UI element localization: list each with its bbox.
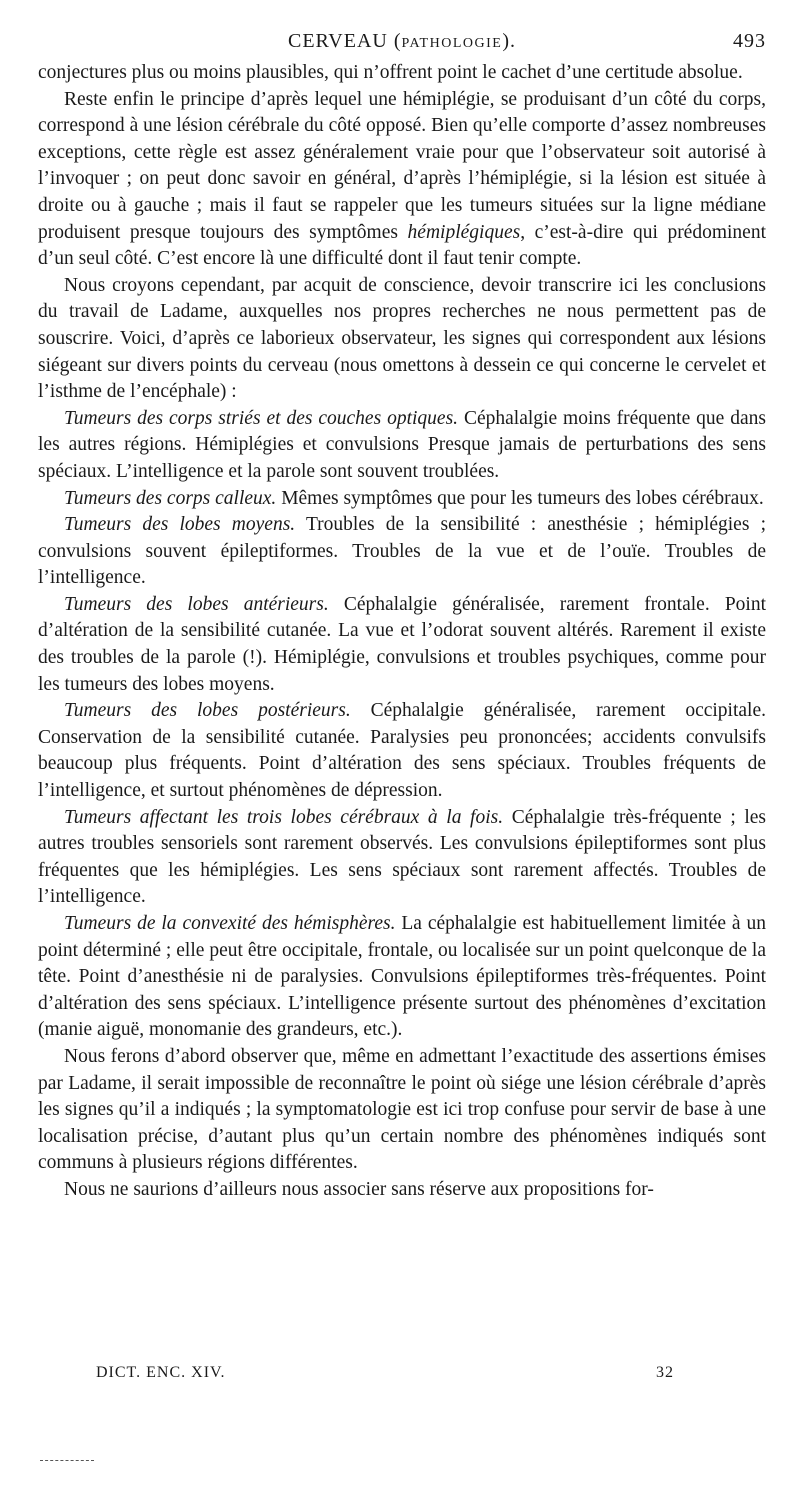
paragraph: Nous ferons d’abord observer que, même en admettant l’exactitude des assertions émises par Ladame, il serait impossible de reconnaître le point où siége une lésion cérébrale d’après les signes qu’il a indiqués ; la symptomatologie est ici trop confuse pour servir de base à une localisation précise, d’autant plus qu’un certain nombre des phénomènes indiqués sont communs à plusieurs régions différentes. bbox=[38, 1045, 766, 1174]
paragraph: Reste enfin le principe d’après lequel une hémiplégie, se produisant d’un côté du corps, correspond à une lésion cérébrale du côté opposé. Bien qu’elle comporte d’assez nombreuses exceptions, cette règle est assez généralement vraie pour que l’observateur soit autorisé à l’invoquer ; on peut donc savoir en général, d’après l’hémiplégie, si la lésion est située à droite ou à gauche ; mais il faut se rappeler que les tumeurs situées sur la ligne médiane produisent presque toujours des symptômes hémiplégiques, c’est-à-dire qui prédominent d’un seul côté. C’est encore là une difficulté dont il faut tenir compte. bbox=[38, 88, 766, 270]
page-number: 493 bbox=[733, 30, 766, 52]
footer-rule bbox=[40, 1460, 94, 1461]
paragraph-tumeurs-trois-lobes: Tumeurs affectant les trois lobes cérébraux à la fois. Céphalalgie très-fréquente ; les autres troubles sensoriels sont rarement observés. Les convulsions épileptiformes sont plus fréquentes que les hémiplégies. Les sens spéciaux sont rarement affectés. Troubles de l’intelligence. bbox=[38, 806, 766, 908]
page bbox=[38, 30, 766, 1204]
running-title: CERVEAU (PATHOLOGIE). bbox=[287, 30, 516, 52]
body-text bbox=[38, 60, 766, 1204]
paragraph-tumeurs-convexite: Tumeurs de la convexité des hémisphères. La céphalalgie est habituellement limitée à un point déterminé ; elle peut être occipitale, frontale, ou localisée sur un point quelconque de la tête. Point d’anesthésie ni de paralysies. Convulsions épileptiformes très-fréquentes. Point d’altération des sens spéciaux. L’intelligence présente surtout des phénomènes d’excitation (manie aiguë, monomanie des grandeurs, etc.). bbox=[38, 913, 766, 1041]
paragraph-tumeurs-corps-calleux: Tumeurs des corps calleux. Mêmes symptômes que pour les tumeurs des lobes cérébraux. bbox=[64, 487, 764, 509]
paragraph: Nous croyons cependant, par acquit de conscience, devoir transcrire ici les conclusions du travail de Ladame, auxquelles nos propres recherches ne nous permettent pas de souscrire. Voici, d’après ce laborieux observateur, les signes qui correspondent aux lésions siégeant sur divers points du cerveau (nous omettons à dessein ce qui concerne le cervelet et l’isthme de l’encéphale) : bbox=[38, 274, 766, 403]
signature-mark: DICT. ENC. XIV. bbox=[96, 1364, 226, 1381]
paragraph: conjectures plus ou moins plausibles, qui n’offrent point le cachet d’une certitude absolue. bbox=[38, 62, 743, 83]
paragraph: Nous ne saurions d’ailleurs nous associer sans réserve aux propositions for- bbox=[64, 1178, 654, 1200]
paragraph-tumeurs-lobes-posterieurs: Tumeurs des lobes postérieurs. Céphalalgie généralisée, rarement occipitale. Conservation de la sensibilité cutanée. Paralysies peu prononcées; accidents convulsifs beaucoup plus fréquents. Point d’altération des sens spéciaux. Troubles fréquents de l’intelligence, et surtout phénomènes de dépression. bbox=[38, 700, 766, 802]
running-header bbox=[38, 30, 766, 60]
paragraph-tumeurs-corps-stries: Tumeurs des corps striés et des couches optiques. Céphalalgie moins fréquente que dans les autres régions. Hémiplégies et convulsions Presque jamais de perturbations des sens spéciaux. L’intelligence et la parole sont souvent troublées. bbox=[38, 407, 767, 482]
paragraph-tumeurs-lobes-moyens: Tumeurs des lobes moyens. Troubles de la sensibilité : anesthésie ; hémiplégies ; convulsions souvent épileptiformes. Troubles de la vue et de l’ouïe. Troubles de l’intelligence. bbox=[38, 514, 766, 589]
signature-number: 32 bbox=[656, 1364, 674, 1381]
paragraph-tumeurs-lobes-anterieurs: Tumeurs des lobes antérieurs. Céphalalgie généralisée, rarement frontale. Point d’altération de la sensibilité cutanée. La vue et l’odorat souvent altérés. Rarement il existe des troubles de la parole (!). Hémiplégie, convulsions et troubles psychiques, comme pour les tumeurs des lobes moyens. bbox=[38, 593, 766, 695]
